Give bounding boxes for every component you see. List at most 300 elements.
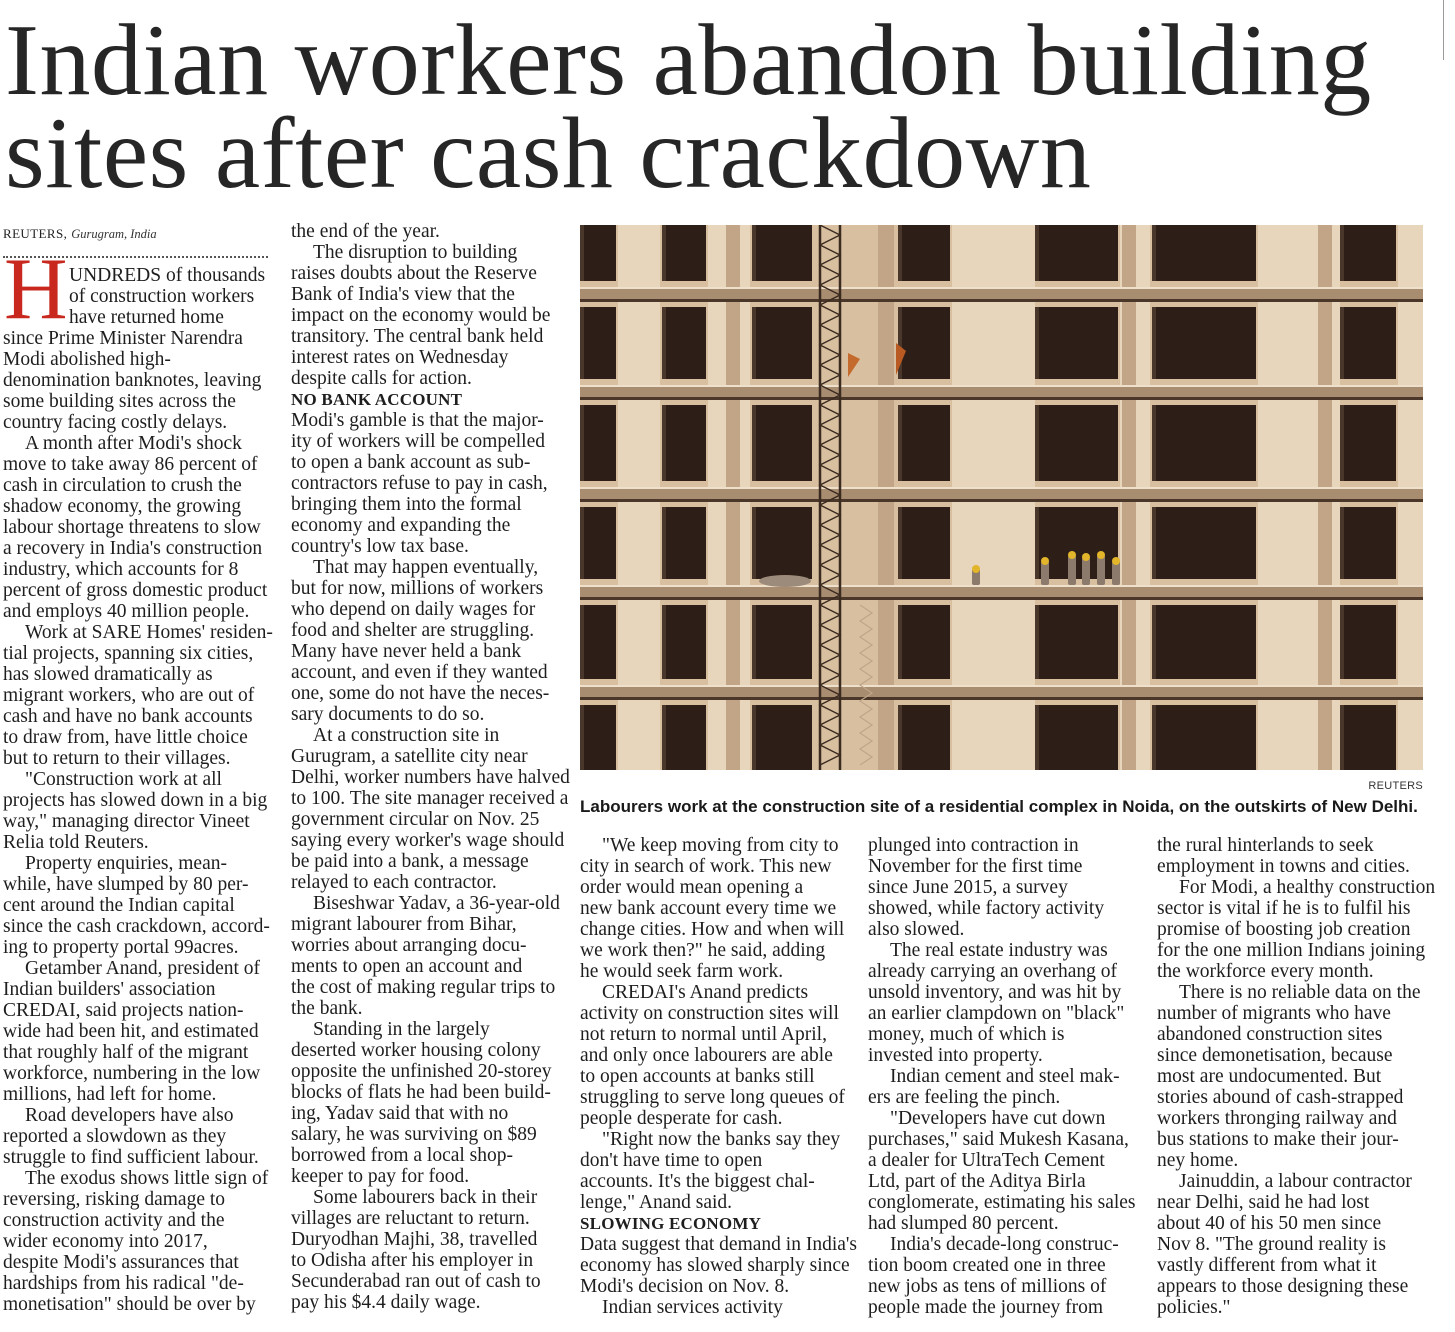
window-opening	[662, 405, 706, 481]
text-line: number of migrants who have	[1157, 1003, 1391, 1024]
text-line: Data suggest that demand in India's	[580, 1234, 857, 1255]
text-line: deserted worker housing colony	[291, 1040, 541, 1061]
paragraph	[580, 1297, 852, 1318]
window-opening	[1035, 605, 1118, 679]
window-opening	[752, 507, 812, 579]
text-line: saying every worker's wage should	[291, 830, 565, 851]
text-line: money, much of which is	[868, 1024, 1065, 1045]
opening-edge	[1035, 405, 1039, 481]
text-line: UNDREDS of thousands	[69, 265, 266, 286]
text-line: Indian cement and steel mak-	[890, 1066, 1120, 1087]
paragraph	[1157, 982, 1429, 1171]
window-opening	[752, 705, 812, 770]
text-line: "Right now the banks say they	[602, 1129, 841, 1150]
text-line: contractors refuse to pay in cash,	[291, 473, 548, 494]
window-opening	[580, 507, 616, 579]
text-line: Modi abolished high-	[3, 349, 171, 370]
text-line: stories abound of cash-strapped	[1157, 1087, 1404, 1108]
window-opening	[662, 307, 706, 379]
text-line: the end of the year.	[291, 221, 440, 242]
opening-edge	[1152, 705, 1156, 770]
text-line: order would mean opening a	[580, 877, 804, 898]
text-line: "We keep moving from city to	[602, 835, 839, 856]
window-opening	[662, 605, 706, 679]
text-line: CREDAI's Anand predicts	[602, 982, 809, 1003]
text-line: don't have time to open	[580, 1150, 763, 1171]
text-line: appears to those designing these	[1157, 1276, 1409, 1297]
text-line: opposite the unfinished 20-storey	[291, 1061, 552, 1082]
window-opening	[898, 507, 950, 579]
column-3	[580, 835, 857, 1318]
paragraph	[3, 1105, 275, 1168]
text-line: the workforce every month.	[1157, 961, 1374, 982]
text-line: Modi's gamble is that the major-	[291, 410, 544, 431]
paragraph	[3, 622, 275, 769]
text-line: accounts. It's the biggest chal-	[580, 1171, 815, 1192]
window-opening	[1152, 225, 1256, 281]
slab-edge	[580, 487, 1423, 489]
opening-edge	[1035, 705, 1039, 770]
text-line: about 40 of his 50 men since	[1157, 1213, 1382, 1234]
window-opening	[1152, 507, 1256, 579]
text-line: had slumped 80 percent.	[868, 1213, 1059, 1234]
paragraph	[1157, 835, 1429, 877]
worker-helmet	[1068, 551, 1076, 559]
paragraph	[3, 853, 275, 958]
text-line: activity on construction sites will	[580, 1003, 839, 1024]
opening-edge	[662, 307, 666, 379]
opening-edge	[580, 705, 584, 770]
text-line: migrant labourer from Bihar,	[291, 914, 517, 935]
building-facade	[580, 225, 1423, 770]
text-line: cash and have no bank accounts	[3, 706, 253, 727]
opening-edge	[1340, 605, 1344, 679]
floor-slab	[580, 685, 1423, 699]
text-line: people made the journey from	[868, 1297, 1103, 1318]
window-opening	[752, 605, 812, 679]
text-line: migrant workers, who are out of	[3, 685, 255, 706]
byline-location: Gurugram, India	[71, 227, 157, 241]
text-line: near Delhi, said he had lost	[1157, 1192, 1370, 1213]
photo-caption: Labourers work at the construction site of a residential complex in Noida, on the outskirts of New Delhi.	[580, 797, 1418, 816]
paragraph	[291, 725, 570, 893]
opening-edge	[580, 405, 584, 481]
text-line: borrowed from a local shop-	[291, 1145, 514, 1166]
text-line: A month after Modi's shock	[25, 433, 242, 454]
window-opening	[1340, 705, 1396, 770]
text-line: one, some do not have the neces-	[291, 683, 550, 704]
text-line: since June 2015, a survey	[868, 877, 1068, 898]
window-opening	[580, 405, 616, 481]
text-line: Biseshwar Yadav, a 36-year-old	[313, 893, 560, 914]
opening-edge	[752, 507, 756, 579]
text-line: workforce, numbering in the low	[3, 1063, 261, 1084]
text-line: of construction workers	[69, 286, 255, 307]
paragraph	[3, 769, 275, 853]
text-line: vastly different from what it	[1157, 1255, 1377, 1276]
paragraph	[868, 1108, 1140, 1234]
window-opening	[1152, 307, 1256, 379]
text-line: since the cash crackdown, accord-	[3, 916, 270, 937]
opening-edge	[1152, 405, 1156, 481]
text-line: wider economy into 2017,	[3, 1231, 208, 1252]
text-line: new bank account every time we	[580, 898, 837, 919]
paragraph	[291, 557, 563, 725]
text-line: account, and even if they wanted	[291, 662, 548, 683]
text-line: ity of workers will be compelled	[291, 431, 545, 452]
paragraph	[291, 221, 563, 242]
paragraph	[580, 1234, 857, 1297]
text-line: hardships from his radical "de-	[3, 1273, 244, 1294]
photo-credit: REUTERS	[1368, 780, 1423, 792]
window-opening	[752, 307, 812, 379]
text-line: reversing, risking damage to	[3, 1189, 226, 1210]
text-line: but for now, millions of workers	[291, 578, 544, 599]
text-line: cash in circulation to crush the	[3, 475, 242, 496]
text-line: the rural hinterlands to seek	[1157, 835, 1374, 856]
drop-cap: H	[4, 241, 68, 338]
text-line: Some labourers back in their	[313, 1187, 538, 1208]
text-line: for the one million Indians joining	[1157, 940, 1426, 961]
text-line: economy has slowed sharply since	[580, 1255, 850, 1276]
text-line: ments to open an account and	[291, 956, 523, 977]
opening-edge	[662, 705, 666, 770]
column-1	[3, 265, 275, 1315]
window-opening	[1035, 307, 1118, 379]
text-line: relayed to each contractor.	[291, 872, 497, 893]
window-opening	[1035, 225, 1118, 281]
text-line: showed, while factory activity	[868, 898, 1105, 919]
slab-edge	[580, 287, 1423, 289]
text-line: while, have slumped by 80 per-	[3, 874, 249, 895]
text-line: bringing them into the formal	[291, 494, 522, 515]
opening-edge	[752, 307, 756, 379]
text-line: unsold inventory, and was hit by	[868, 982, 1122, 1003]
text-line: food and shelter are struggling.	[291, 620, 535, 641]
text-line: millions, had left for home.	[3, 1084, 217, 1105]
opening-edge	[1340, 405, 1344, 481]
window-opening	[898, 705, 950, 770]
text-line: who depend on daily wages for	[291, 599, 536, 620]
text-line: salary, he was surviving on $89	[291, 1124, 537, 1145]
window-opening	[662, 225, 706, 281]
paragraph	[291, 242, 563, 389]
text-line: worries about arranging docu-	[291, 935, 527, 956]
text-line: Delhi, worker numbers have halved	[291, 767, 570, 788]
floor-slab	[580, 385, 1423, 399]
paragraph	[580, 982, 852, 1129]
floor-slab	[580, 487, 1423, 501]
text-line: that roughly half of the migrant	[3, 1042, 249, 1063]
window-opening	[898, 405, 950, 481]
text-line: the cost of making regular trips to	[291, 977, 556, 998]
text-line: transitory. The central bank held	[291, 326, 544, 347]
window-opening	[580, 605, 616, 679]
text-line: economy and expanding the	[291, 515, 511, 536]
text-line: Road developers have also	[25, 1105, 234, 1126]
paragraph	[291, 1019, 563, 1187]
slab-shadow	[580, 499, 1423, 502]
text-line: industry, which accounts for 8	[3, 559, 239, 580]
opening-edge	[898, 507, 902, 579]
paragraph	[291, 410, 563, 557]
window-opening	[1340, 225, 1396, 281]
text-line: At a construction site in	[313, 725, 500, 746]
opening-edge	[1340, 307, 1344, 379]
text-line: government circular on Nov. 25	[291, 809, 540, 830]
window-opening	[1340, 507, 1396, 579]
slab-edge	[580, 685, 1423, 687]
text-line: city in search of work. This new	[580, 856, 832, 877]
opening-edge	[752, 225, 756, 281]
slab-shadow	[580, 397, 1423, 400]
text-line: ers are feeling the pinch.	[868, 1087, 1061, 1108]
opening-edge	[752, 605, 756, 679]
text-line: invested into property.	[868, 1045, 1043, 1066]
text-line: blocks of flats he had been build-	[291, 1082, 551, 1103]
text-line: he would seek farm work.	[580, 961, 784, 982]
text-line: abandoned construction sites	[1157, 1024, 1383, 1045]
window-opening	[580, 307, 616, 379]
text-line: construction activity and the	[3, 1210, 225, 1231]
paragraph	[868, 940, 1140, 1066]
paragraph	[868, 1234, 1140, 1318]
window-opening	[752, 225, 812, 281]
slab-edge	[580, 385, 1423, 387]
window-opening	[580, 225, 616, 281]
text-line: and employs 40 million people.	[3, 601, 250, 622]
text-line: be paid into a bank, a message	[291, 851, 529, 872]
text-line: to draw from, have little choice	[3, 727, 248, 748]
worker-helmet	[1082, 553, 1090, 561]
debris-pile	[759, 575, 811, 587]
opening-edge	[1340, 225, 1344, 281]
paragraph	[868, 1066, 1140, 1108]
worker-helmet	[1112, 557, 1120, 565]
text-line: and only once labourers are able	[580, 1045, 833, 1066]
opening-edge	[1152, 605, 1156, 679]
opening-edge	[1035, 605, 1039, 679]
text-line: tial projects, spanning six cities,	[3, 643, 254, 664]
text-line: Standing in the largely	[313, 1019, 490, 1040]
text-line: Work at SARE Homes' residen-	[25, 622, 273, 643]
slab-shadow	[580, 597, 1423, 600]
text-line: Nov 8. "The ground reality is	[1157, 1234, 1386, 1255]
text-line: Indian services activity	[602, 1297, 783, 1318]
text-line: Relia told Reuters.	[3, 832, 149, 853]
text-line: percent of gross domestic product	[3, 580, 268, 601]
opening-edge	[580, 605, 584, 679]
opening-edge	[1152, 307, 1156, 379]
text-line: the bank.	[291, 998, 363, 1019]
text-line: despite Modi's assurances that	[3, 1252, 239, 1273]
window-opening	[898, 605, 950, 679]
column-5	[1157, 835, 1436, 1318]
paragraph	[580, 1129, 852, 1213]
paragraph	[3, 433, 275, 622]
text-line: people desperate for cash.	[580, 1108, 783, 1129]
text-line: India's decade-long construc-	[890, 1234, 1119, 1255]
text-line: Bank of India's view that the	[291, 284, 515, 305]
window-opening	[662, 705, 706, 770]
opening-edge	[662, 507, 666, 579]
opening-edge	[662, 605, 666, 679]
text-line: keeper to pay for food.	[291, 1166, 470, 1187]
paragraph	[3, 1168, 275, 1315]
text-line: struggle to find sufficient labour.	[3, 1147, 259, 1168]
text-line: denomination banknotes, leaving	[3, 370, 262, 391]
text-line: CREDAI, said projects nation-	[3, 1000, 244, 1021]
text-line: sary documents to do so.	[291, 704, 485, 725]
text-line: to 100. The site manager received a	[291, 788, 569, 809]
worker-helmet	[1041, 557, 1049, 565]
window-opening	[580, 705, 616, 770]
page-border-rule	[1443, 0, 1444, 60]
text-line: sector is vital if he is to fulfil his	[1157, 898, 1411, 919]
opening-edge	[1152, 507, 1156, 579]
text-line: lenge," Anand said.	[580, 1192, 733, 1213]
slab-edge	[580, 585, 1423, 587]
worker-helmet	[972, 565, 980, 573]
text-line: For Modi, a healthy construction	[1179, 877, 1436, 898]
text-line: not return to normal until April,	[580, 1024, 827, 1045]
text-line: "Developers have cut down	[890, 1108, 1106, 1129]
window-opening	[752, 405, 812, 481]
text-line: The disruption to building	[313, 242, 518, 263]
text-line: November for the first time	[868, 856, 1083, 877]
window-opening	[1152, 705, 1256, 770]
window-opening	[898, 225, 950, 281]
opening-edge	[752, 405, 756, 481]
text-line: have returned home	[69, 307, 224, 328]
text-line: shadow economy, the growing	[3, 496, 242, 517]
text-line: projects has slowed down in a big	[3, 790, 268, 811]
worker-helmet	[1097, 551, 1105, 559]
text-line: interest rates on Wednesday	[291, 347, 509, 368]
window-opening	[1340, 405, 1396, 481]
text-line: also slowed.	[868, 919, 965, 940]
text-line: to open a bank account as sub-	[291, 452, 531, 473]
text-line: pay his $4.4 daily wage.	[291, 1292, 481, 1313]
text-line: country's low tax base.	[291, 536, 469, 557]
text-line: country facing costly delays.	[3, 412, 228, 433]
opening-edge	[898, 225, 902, 281]
text-line: Jainuddin, a labour contractor	[1179, 1171, 1412, 1192]
text-line: ney home.	[1157, 1150, 1239, 1171]
text-line: new jobs as tens of millions of	[868, 1276, 1107, 1297]
subhead: NO BANK ACCOUNT	[291, 390, 463, 409]
text-line: has slowed dramatically as	[3, 664, 213, 685]
text-line: purchases," said Mukesh Kasana,	[868, 1129, 1129, 1150]
text-line: labour shortage threatens to slow	[3, 517, 261, 538]
paragraph	[291, 893, 563, 1019]
headline: Indian workers abandon building sites after cash crackdown	[5, 4, 1372, 210]
text-line: That may happen eventually,	[313, 557, 539, 578]
text-line: plunged into contraction in	[868, 835, 1079, 856]
paragraph	[868, 835, 1140, 940]
opening-edge	[1152, 225, 1156, 281]
text-line: reported a slowdown as they	[3, 1126, 227, 1147]
text-line: some building sites across the	[3, 391, 236, 412]
text-line: cent around the Indian capital	[3, 895, 235, 916]
worker-figure	[1082, 557, 1090, 585]
paragraph	[3, 265, 275, 433]
text-line: There is no reliable data on the	[1179, 982, 1421, 1003]
construction-site-photo	[580, 225, 1423, 770]
opening-edge	[898, 705, 902, 770]
text-line: Secunderabad ran out of cash to	[291, 1271, 541, 1292]
text-line: wide had been hit, and estimated	[3, 1021, 259, 1042]
opening-edge	[1035, 307, 1039, 379]
paragraph	[3, 958, 275, 1105]
text-line: ing, Yadav said that with no	[291, 1103, 509, 1124]
text-line: impact on the economy would be	[291, 305, 551, 326]
text-line: villages are reluctant to return.	[291, 1208, 530, 1229]
opening-edge	[898, 605, 902, 679]
opening-edge	[1035, 507, 1039, 579]
window-opening	[1152, 605, 1256, 679]
floor-slab	[580, 585, 1423, 599]
opening-edge	[662, 225, 666, 281]
text-line: already carrying an overhang of	[868, 961, 1118, 982]
text-line: move to take away 86 percent of	[3, 454, 258, 475]
floor-slab	[580, 287, 1423, 301]
text-line: but to return to their villages.	[3, 748, 231, 769]
text-line: promise of boosting job creation	[1157, 919, 1411, 940]
text-line: tion boom created one in three	[868, 1255, 1106, 1276]
paragraph	[291, 1187, 563, 1313]
text-line: employment in towns and cities.	[1157, 856, 1410, 877]
text-line: to Odisha after his employer in	[291, 1250, 534, 1271]
text-line: struggling to serve long queues of	[580, 1087, 845, 1108]
text-line: raises doubts about the Reserve	[291, 263, 537, 284]
window-opening	[1152, 405, 1256, 481]
text-line: since Prime Minister Narendra	[3, 328, 243, 349]
text-line: Getamber Anand, president of	[25, 958, 261, 979]
worker-figure	[1068, 555, 1076, 585]
text-line: a recovery in India's construction	[3, 538, 263, 559]
paragraph	[1157, 1171, 1429, 1318]
text-line: Ltd, part of the Aditya Birla	[868, 1171, 1086, 1192]
slab-shadow	[580, 697, 1423, 700]
text-line: Modi's decision on Nov. 8.	[580, 1276, 790, 1297]
text-line: workers thronging railway and	[1157, 1108, 1397, 1129]
text-line: "Construction work at all	[25, 769, 222, 790]
text-line: Indian builders' association	[3, 979, 216, 1000]
text-line: Property enquiries, mean-	[25, 853, 227, 874]
window-opening	[1035, 405, 1118, 481]
text-line: Gurugram, a satellite city near	[291, 746, 528, 767]
text-line: to open accounts at banks still	[580, 1066, 815, 1087]
text-line: ing to property portal 99acres.	[3, 937, 239, 958]
text-line: monetisation" should be over by	[3, 1294, 256, 1315]
text-line: way," managing director Vineet	[3, 811, 250, 832]
window-opening	[898, 307, 950, 379]
paragraph	[580, 835, 852, 982]
text-line: an earlier clampdown on "black"	[868, 1003, 1125, 1024]
text-line: change cities. How and when will	[580, 919, 845, 940]
window-opening	[1340, 307, 1396, 379]
text-line: a dealer for UltraTech Cement	[868, 1150, 1105, 1171]
column-2	[291, 221, 570, 1313]
text-line: policies."	[1157, 1297, 1231, 1318]
text-line: bus stations to make their jour-	[1157, 1129, 1399, 1150]
window-opening	[1340, 605, 1396, 679]
text-line: most are undocumented. But	[1157, 1066, 1382, 1087]
opening-edge	[580, 307, 584, 379]
byline-agency: REUTERS,	[3, 226, 68, 241]
opening-edge	[1340, 705, 1344, 770]
